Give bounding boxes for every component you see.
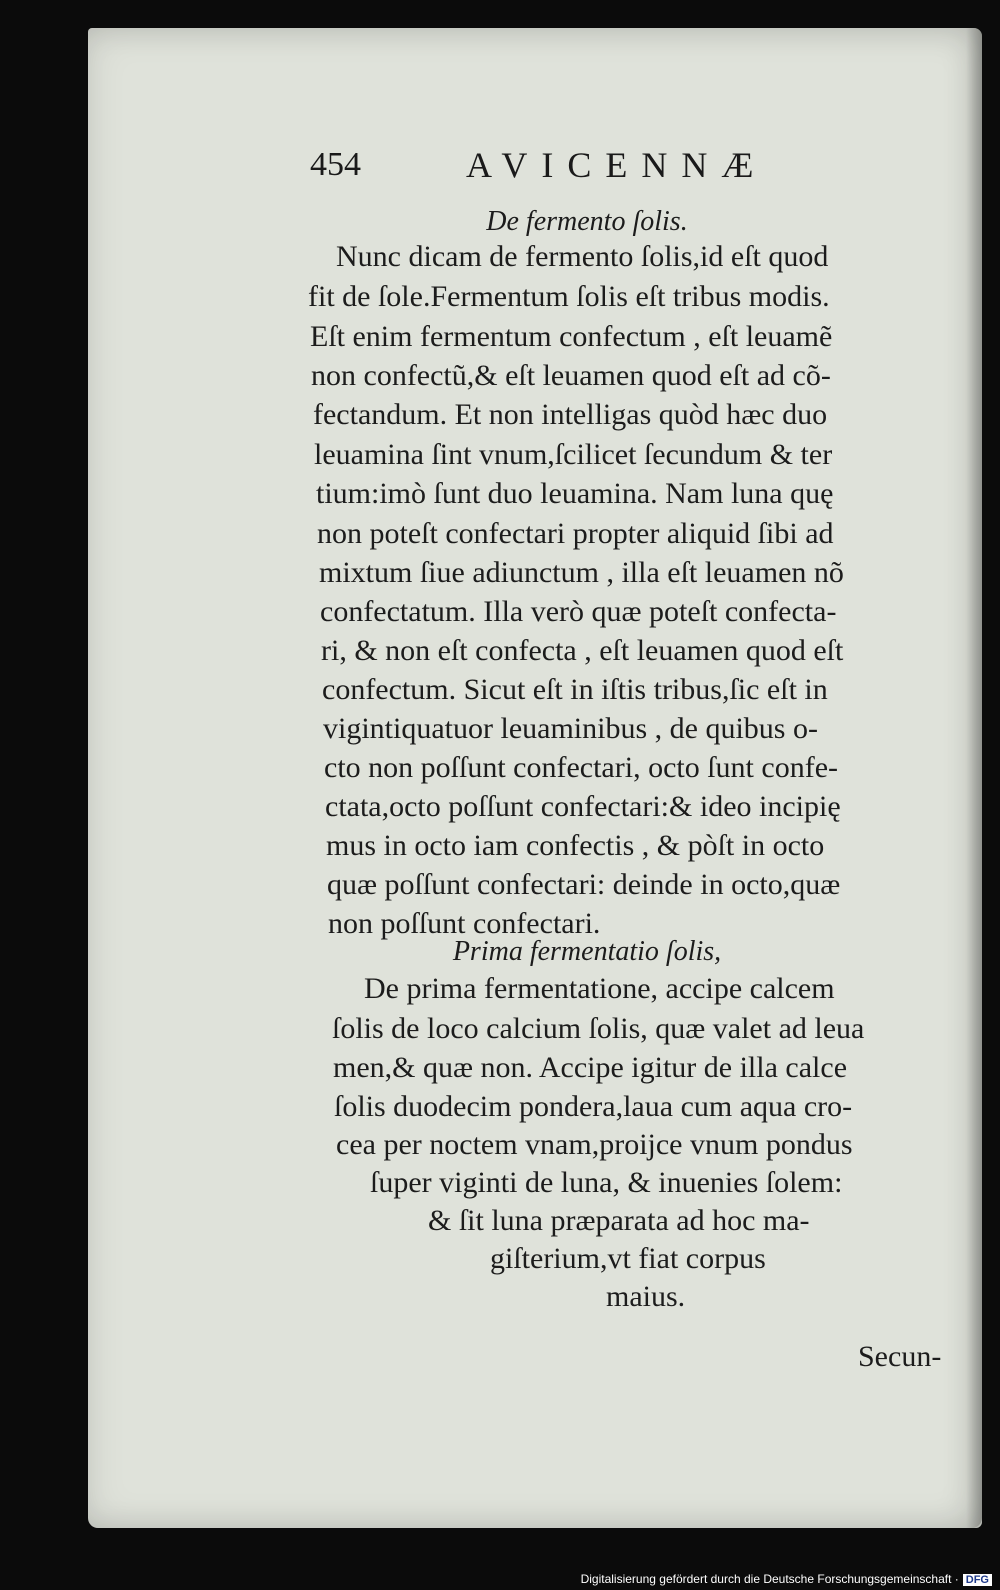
page-number: 454 [310,146,361,183]
text-line: non poteſt confectari propter aliquid ſibi ad [317,517,834,550]
digitization-credit [581,1572,992,1586]
text-line: cea per noctem vnam,proijce vnum pondus [336,1128,853,1161]
book-page [88,28,982,1528]
text-line: giſterium,vt fiat corpus [490,1242,766,1275]
text-line: maius. [606,1280,686,1313]
text-line: confectatum. Illa verò quæ poteſt confecta- [320,595,837,628]
text-line: & ſit luna præparata ad hoc ma- [428,1204,810,1237]
text-line: ſolis de loco calcium ſolis, quæ valet ad leua [332,1012,865,1045]
text-line: men,& quæ non. Accipe igitur de illa calce [333,1051,848,1084]
section-heading-1: De fermento ſolis. [486,206,688,237]
text-line: vigintiquatuor leuaminibus , de quibus o- [323,712,818,745]
text-line: Eſt enim fermentum confectum , eſt leuamẽ [310,320,833,353]
section-heading-2: Prima fermentatio ſolis, [452,936,722,967]
running-head: AVICENNÆ [466,145,768,185]
text-line: mus in octo iam confectis , & pòſt in octo [326,829,825,862]
dfg-logo: DFG [963,1574,992,1586]
text-line: De prima fermentatione, accipe calcem [364,972,835,1005]
text-line: non poſſunt confectari. [328,907,601,940]
credit-text: Digitalisierung gefördert durch die Deutsche Forschungsgemeinschaft · [580,1572,959,1586]
text-line: mixtum ſiue adiunctum , illa eſt leuamen nõ [319,556,844,589]
text-line: non confectũ,& eſt leuamen quod eſt ad cõ- [311,359,831,392]
text-line: leuamina ſint vnum,ſcilicet ſecundum & ter [314,438,833,471]
text-line: fit de ſole.Fermentum ſolis eſt tribus modis. [308,280,830,313]
text-line: confectum. Sicut eſt in iſtis tribus,ſic eſt in [322,673,828,706]
text-line: quæ poſſunt confectari: deinde in octo,quæ [327,868,841,901]
text-line: tium:imò ſunt duo leuamina. Nam luna quę [316,477,834,510]
text-line: Nunc dicam de fermento ſolis,id eſt quod [336,240,829,273]
text-line: fectandum. Et non intelligas quòd hæc duo [313,398,828,431]
text-line: cto non poſſunt confectari, octo ſunt confe- [324,751,838,784]
page-gutter-shadow [966,28,982,1528]
text-line: ctata,octo poſſunt confectari:& ideo incipię [325,790,841,823]
text-line: ri, & non eſt confecta , eſt leuamen quod eſt [321,634,844,667]
catchword: Secun- [858,1340,942,1373]
text-line: ſolis duodecim pondera,laua cum aqua cro- [334,1090,853,1123]
text-line: ſuper viginti de luna, & inuenies ſolem: [370,1166,843,1199]
